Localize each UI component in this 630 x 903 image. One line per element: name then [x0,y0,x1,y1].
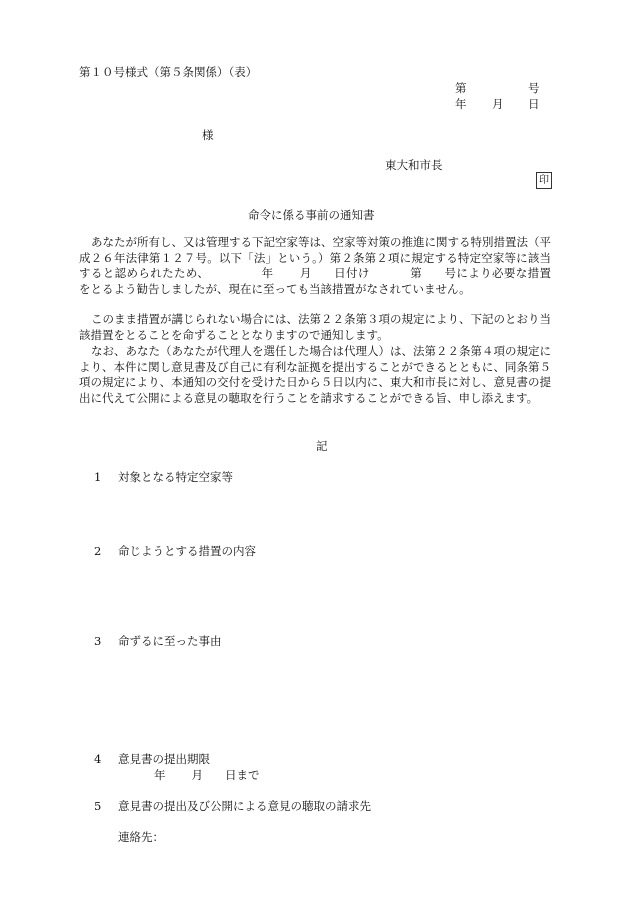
item-number: 1 [94,470,102,484]
issuer-name: 東大和市長 [385,158,443,172]
number-prefix: 第 [455,81,467,95]
item-number: 4 [94,752,102,766]
paragraph-1-part-a: あなたが所有し、又は管理する下記空家等は、空家等対策の推進に関する特別措置法（平成２６年法律第１２７号。以下「法」という。）第２条第２項に規定する特定空家等に該当すると認められたため、 [79,235,551,281]
ki-heading: 記 [316,439,328,453]
item-5 [0,798,630,816]
paragraph-1-no: 第 [409,266,423,281]
paragraph-1-year: 年 [261,266,274,281]
deadline-month: 月 [191,768,203,782]
paragraph-1 [79,235,551,298]
item-number: 3 [94,634,102,648]
deadline-date [154,767,260,784]
item-4 [0,751,630,769]
paragraph-1-dated: 日付け [333,266,370,281]
item-label: 対象となる特定空家等 [118,470,233,484]
paragraph-1-go: 号 [444,266,457,281]
date-month: 月 [492,97,504,111]
item-label: 意見書の提出期限 [118,752,210,766]
number-suffix: 号 [528,81,540,95]
date-day: 日 [528,97,540,111]
item-3 [0,633,630,651]
item-1 [0,469,630,487]
deadline-until: 日まで [225,768,260,782]
paragraph-2: このまま措置が講じられない場合には、法第２２条第３項の規定により、下記のとおり当該措置をとることを命ずることとなりますので通知します。 [79,312,551,342]
paragraph-1-month: 月 [299,266,312,281]
item-number: 2 [94,544,102,558]
item-label: 命じようとする措置の内容 [118,544,256,558]
deadline-year: 年 [154,768,166,782]
item-2 [0,543,630,561]
addressee-suffix: 様 [202,128,214,142]
document-title: 命令に係る事前の通知書 [248,208,375,222]
paragraph-3: なお、あなた（あなたが代理人を選任した場合は代理人）は、法第２２条第４項の規定により、本件に関し意見書及び自己に有利な証拠を提出することができるとともに、同条第５項の規定により、本通知の交付を受けた日から５日以内に、東大和市長に対し、意見書の提出に代えて公開による意見の聴取を行うことを請求することができる旨、申し添えます。 [79,344,551,406]
date-year: 年 [455,97,467,111]
item-label: 命ずるに至った事由 [118,634,222,648]
paragraph-1-part-b: により必要な措置をとるよう勧告しましたが、現在に至っても当該措置がなされていません。 [79,266,552,297]
form-number: 第１０号様式（第５条関係）（表） [79,65,258,79]
contact-label: 連絡先： [118,830,164,844]
seal-stamp: 印 [536,172,552,189]
item-label: 意見書の提出及び公開による意見の聴取の請求先 [118,799,371,813]
item-number: 5 [94,799,102,813]
